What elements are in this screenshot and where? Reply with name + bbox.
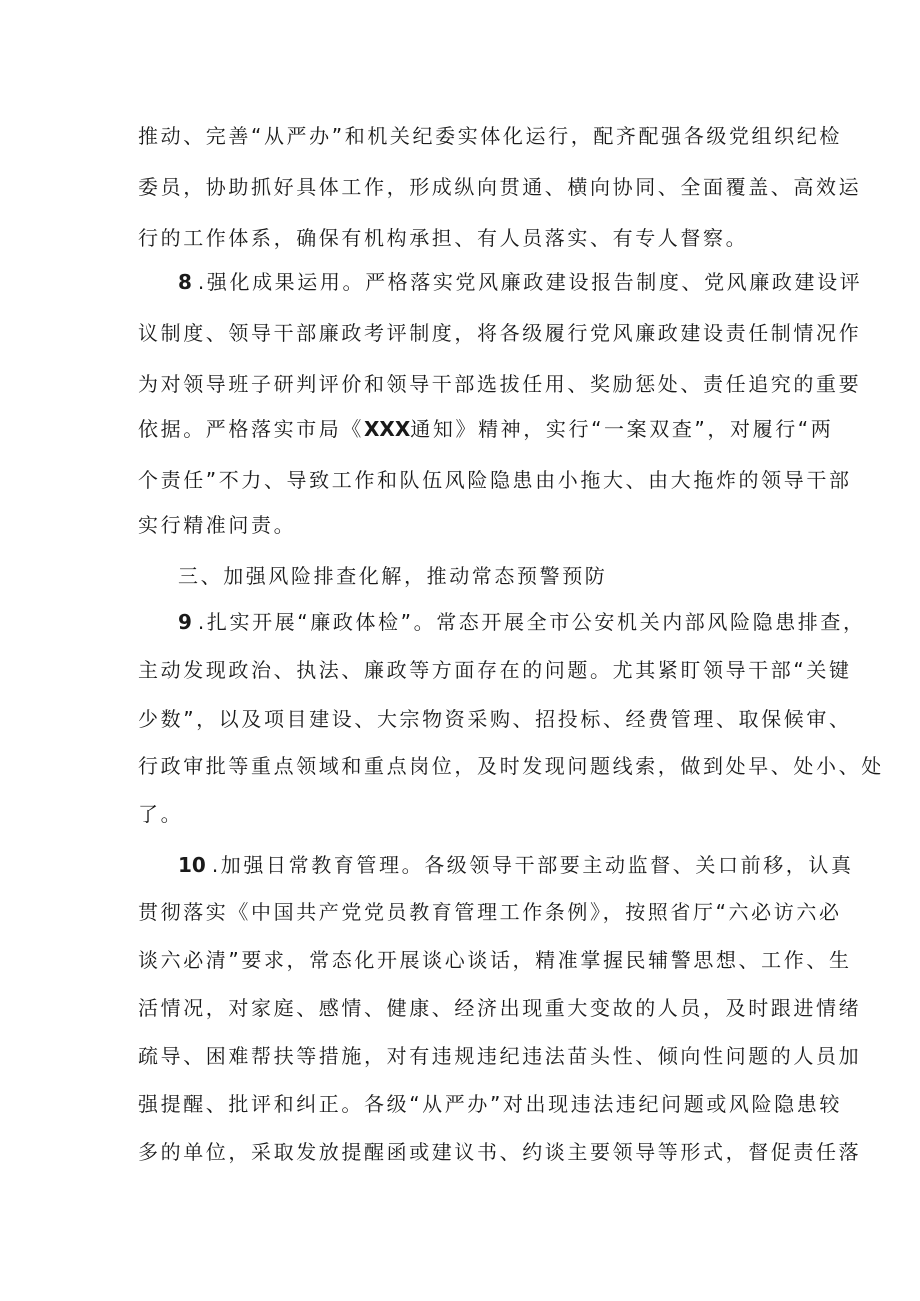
paragraph-line: 贯彻落实《中国共产党党员教育管理工作条例》，按照省厅“六必访六必	[138, 900, 842, 924]
paragraph-line: 谈六必清”要求，常态化开展谈心谈话，精准掌握民辅警思想、工作、生	[138, 948, 852, 972]
paragraph-line: 行的工作体系，确保有机构承担、有人员落实、有专人督察。	[138, 226, 749, 250]
paragraph-line: 议制度、领导干部廉政考评制度，将各级履行党风廉政建设责任制情况作	[138, 321, 862, 345]
paragraph-line: 依据。严格落实市局《XXX通知》精神，实行“一案双查”，对履行“两	[138, 417, 834, 441]
paragraph-line: 强提醒、批评和纠正。各级“从严办”对出现违法违纪问题或风险隐患较	[138, 1092, 842, 1116]
item-8-line: 8 .强化成果运用。严格落实党风廉政建设报告制度、党风廉政建设评	[178, 270, 863, 294]
item-number: 9	[178, 610, 192, 634]
paragraph-line: 少数”，以及项目建设、大宗物资采购、招投标、经费管理、取保候审、	[138, 707, 852, 731]
paragraph-line: 疏导、困难帮扶等措施，对有违规违纪违法苗头性、倾向性问题的人员加	[138, 1044, 862, 1068]
paragraph-line: 行政审批等重点领域和重点岗位，及时发现问题线索，做到处早、处小、处	[138, 754, 884, 778]
item-9-line: 9 .扎实开展“廉政体检”。常态开展全市公安机关内部风险隐患排查，	[178, 610, 866, 634]
paragraph-line: 主动发现政治、执法、廉政等方面存在的问题。尤其紧盯领导干部“关键	[138, 658, 852, 682]
section-heading: 三、加强风险排查化解，推动常态预警预防	[178, 564, 608, 588]
paragraph-line: 活情况，对家庭、感情、健康、经济出现重大变故的人员，及时跟进情绪	[138, 996, 862, 1020]
item-number: 8	[178, 270, 192, 294]
paragraph-line: 个责任”不力、导致工作和队伍风险隐患由小拖大、由大拖炸的领导干部	[138, 468, 852, 492]
paragraph-line: 为对领导班子研判评价和领导干部选拔任用、奖励惩处、责任追究的重要	[138, 372, 862, 396]
paragraph-line: 实行精准问责。	[138, 513, 297, 537]
item-10-line: 10 .加强日常教育管理。各级领导干部要主动监督、关口前移，认真	[178, 853, 854, 877]
paragraph-line: 多的单位，采取发放提醒函或建议书、约谈主要领导等形式，督促责任落	[138, 1140, 862, 1164]
item-number: 10	[178, 853, 206, 877]
paragraph-line: 委员，协助抓好具体工作，形成纵向贯通、横向协同、全面覆盖、高效运	[138, 175, 862, 199]
paragraph-line: 推动、完善“从严办”和机关纪委实体化运行，配齐配强各级党组织纪检	[138, 124, 842, 148]
paragraph-line: 了。	[138, 802, 184, 826]
